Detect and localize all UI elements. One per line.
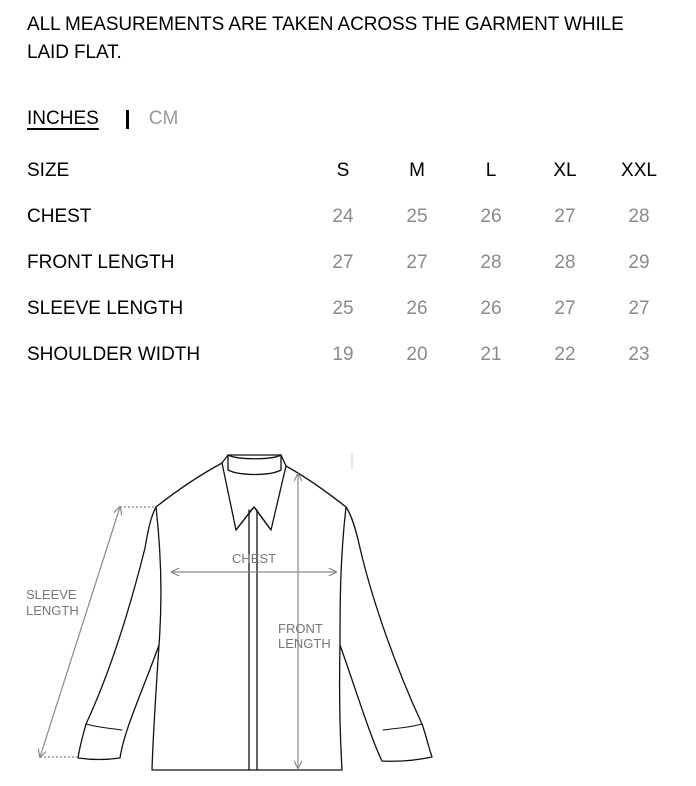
unit-toggle <box>27 104 178 134</box>
table-cell: 28 <box>480 252 502 273</box>
unit-divider <box>126 110 129 129</box>
table-cell: 28 <box>628 206 650 227</box>
table-cell: 25 <box>406 206 428 227</box>
size-header-m: M <box>409 160 425 181</box>
row-label: SLEEVE LENGTH <box>27 298 184 319</box>
size-chart-table <box>27 148 676 378</box>
size-header-xl: XL <box>553 160 577 181</box>
table-cell: 27 <box>628 298 650 319</box>
sleeve-label-line-2: LENGTH <box>26 603 79 618</box>
row-label: SHOULDER WIDTH <box>27 344 201 365</box>
measurement-note <box>27 11 677 67</box>
front-length-label-line-1: FRONT <box>278 621 323 636</box>
table-cell: 21 <box>480 344 502 365</box>
jacket-measurement-diagram <box>0 440 696 786</box>
front-length-label-line-2: LENGTH <box>278 636 331 651</box>
chest-label: CHEST <box>231 551 277 566</box>
table-cell: 26 <box>480 298 502 319</box>
table-row <box>27 240 676 286</box>
row-label: CHEST <box>27 206 92 227</box>
measurement-guides <box>40 452 352 768</box>
table-cell: 25 <box>332 298 354 319</box>
table-row <box>27 194 676 240</box>
table-cell: 29 <box>628 252 650 273</box>
unit-inches-tab[interactable]: INCHES <box>27 108 99 129</box>
measurement-note-line-1: ALL MEASUREMENTS ARE TAKEN ACROSS THE GARMENT WHILE <box>27 14 624 35</box>
sleeve-length-arrow <box>40 507 120 757</box>
table-cell: 20 <box>406 344 428 365</box>
size-header-l: L <box>485 160 497 181</box>
measurement-note-line-2: LAID FLAT. <box>27 42 122 63</box>
table-row <box>27 286 676 332</box>
table-cell: 24 <box>332 206 354 227</box>
table-cell: 22 <box>554 344 576 365</box>
table-cell: 27 <box>406 252 428 273</box>
table-cell: 27 <box>332 252 354 273</box>
table-cell: 27 <box>554 298 576 319</box>
row-label: FRONT LENGTH <box>27 252 175 273</box>
sleeve-label-line-1: SLEEVE <box>26 587 77 602</box>
table-cell: 28 <box>554 252 576 273</box>
size-header-xxl: XXL <box>621 160 657 181</box>
table-cell: 19 <box>332 344 354 365</box>
table-cell: 27 <box>554 206 576 227</box>
size-header-label: SIZE <box>27 160 70 181</box>
table-cell: 26 <box>406 298 428 319</box>
table-cell: 26 <box>480 206 502 227</box>
unit-cm-tab[interactable]: CM <box>148 108 179 129</box>
table-row <box>27 332 676 378</box>
size-header-row <box>27 148 676 194</box>
size-header-s: S <box>336 160 350 181</box>
jacket-outline <box>78 455 432 770</box>
table-cell: 23 <box>628 344 650 365</box>
